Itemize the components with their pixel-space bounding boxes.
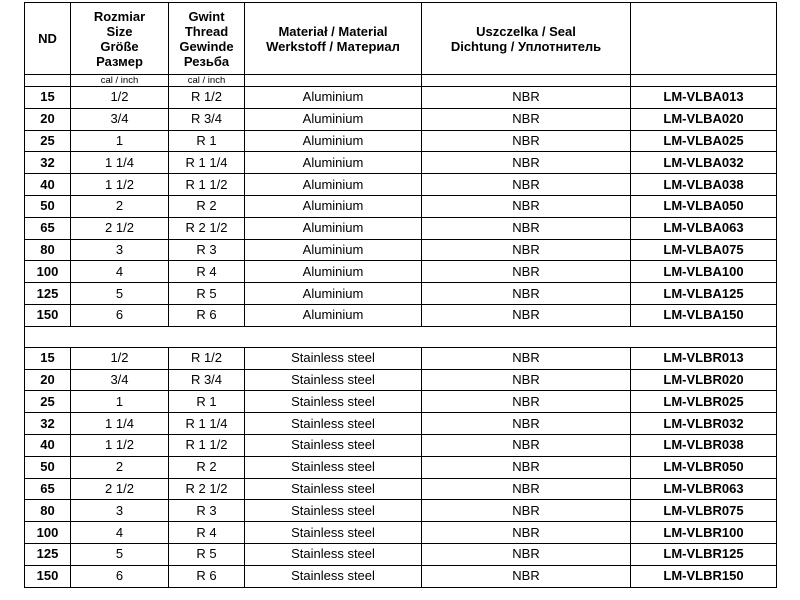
cell-thread: R 1 1/4	[169, 413, 245, 435]
table-row	[25, 413, 777, 435]
cell-material: Aluminium	[245, 239, 422, 261]
cell-seal: NBR	[422, 261, 631, 283]
cell-code: LM-VLBA125	[631, 283, 777, 305]
header-code	[631, 3, 777, 75]
cell-nd: 15	[25, 87, 71, 109]
cell-material: Stainless steel	[245, 500, 422, 522]
cell-code: LM-VLBA013	[631, 87, 777, 109]
cell-code: LM-VLBA063	[631, 217, 777, 239]
table-row	[25, 195, 777, 217]
cell-code: LM-VLBA020	[631, 108, 777, 130]
table-row	[25, 152, 777, 174]
cell-size: 1 1/2	[71, 174, 169, 196]
cell-seal: NBR	[422, 283, 631, 305]
cell-nd: 65	[25, 217, 71, 239]
cell-material: Stainless steel	[245, 434, 422, 456]
cell-nd: 50	[25, 456, 71, 478]
cell-code: LM-VLBR038	[631, 434, 777, 456]
cell-nd: 125	[25, 283, 71, 305]
cell-size: 3	[71, 500, 169, 522]
table-row	[25, 108, 777, 130]
cell-code: LM-VLBA025	[631, 130, 777, 152]
cell-size: 1 1/4	[71, 152, 169, 174]
cell-material: Aluminium	[245, 87, 422, 109]
cell-size: 2 1/2	[71, 217, 169, 239]
cell-seal: NBR	[422, 500, 631, 522]
cell-material: Stainless steel	[245, 522, 422, 544]
cell-size: 5	[71, 543, 169, 565]
cell-seal: NBR	[422, 543, 631, 565]
header-seal: Uszczelka / Seal Dichtung / Уплотнитель	[422, 3, 631, 75]
table-row	[25, 434, 777, 456]
cell-material: Aluminium	[245, 130, 422, 152]
table-header	[25, 3, 777, 87]
header-nd: ND	[25, 3, 71, 75]
cell-size: 1 1/4	[71, 413, 169, 435]
cell-size: 4	[71, 522, 169, 544]
table-row	[25, 391, 777, 413]
cell-nd: 100	[25, 261, 71, 283]
table-row	[25, 565, 777, 587]
cell-material: Aluminium	[245, 174, 422, 196]
cell-seal: NBR	[422, 108, 631, 130]
cell-material: Aluminium	[245, 304, 422, 326]
cell-thread: R 1	[169, 130, 245, 152]
cell-nd: 40	[25, 434, 71, 456]
cell-size: 6	[71, 565, 169, 587]
cell-thread: R 1	[169, 391, 245, 413]
cell-code: LM-VLBR150	[631, 565, 777, 587]
cell-code: LM-VLBR063	[631, 478, 777, 500]
unit-code	[631, 75, 777, 87]
cell-size: 4	[71, 261, 169, 283]
table-row	[25, 283, 777, 305]
cell-seal: NBR	[422, 130, 631, 152]
cell-thread: R 4	[169, 522, 245, 544]
header-material: Materiał / Material Werkstoff / Материал	[245, 3, 422, 75]
units-row	[25, 75, 777, 87]
cell-size: 5	[71, 283, 169, 305]
cell-code: LM-VLBA150	[631, 304, 777, 326]
cell-material: Stainless steel	[245, 565, 422, 587]
header-thread: Gwint Thread Gewinde Резьба	[169, 3, 245, 75]
cell-nd: 100	[25, 522, 71, 544]
cell-seal: NBR	[422, 304, 631, 326]
cell-thread: R 2 1/2	[169, 217, 245, 239]
cell-size: 2 1/2	[71, 478, 169, 500]
cell-seal: NBR	[422, 456, 631, 478]
cell-thread: R 1 1/2	[169, 434, 245, 456]
cell-seal: NBR	[422, 217, 631, 239]
table-row	[25, 239, 777, 261]
cell-seal: NBR	[422, 152, 631, 174]
table-row	[25, 217, 777, 239]
cell-material: Aluminium	[245, 217, 422, 239]
cell-thread: R 5	[169, 283, 245, 305]
cell-size: 3	[71, 239, 169, 261]
cell-thread: R 6	[169, 304, 245, 326]
cell-size: 1 1/2	[71, 434, 169, 456]
cell-nd: 150	[25, 304, 71, 326]
cell-thread: R 3/4	[169, 108, 245, 130]
table-row	[25, 478, 777, 500]
cell-code: LM-VLBA075	[631, 239, 777, 261]
cell-seal: NBR	[422, 195, 631, 217]
cell-material: Stainless steel	[245, 456, 422, 478]
cell-code: LM-VLBA032	[631, 152, 777, 174]
cell-nd: 150	[25, 565, 71, 587]
table-row	[25, 543, 777, 565]
cell-material: Aluminium	[245, 283, 422, 305]
table-row	[25, 347, 777, 369]
table-row	[25, 369, 777, 391]
cell-material: Stainless steel	[245, 478, 422, 500]
cell-thread: R 5	[169, 543, 245, 565]
cell-size: 3/4	[71, 369, 169, 391]
table-row	[25, 304, 777, 326]
table-row	[25, 130, 777, 152]
cell-thread: R 1/2	[169, 87, 245, 109]
cell-thread: R 2	[169, 456, 245, 478]
cell-seal: NBR	[422, 522, 631, 544]
table-row	[25, 456, 777, 478]
cell-code: LM-VLBR050	[631, 456, 777, 478]
cell-seal: NBR	[422, 239, 631, 261]
table-row	[25, 261, 777, 283]
cell-nd: 32	[25, 152, 71, 174]
unit-size: cal / inch	[71, 75, 169, 87]
cell-nd: 15	[25, 347, 71, 369]
cell-size: 1	[71, 391, 169, 413]
unit-material	[245, 75, 422, 87]
cell-material: Aluminium	[245, 152, 422, 174]
cell-seal: NBR	[422, 565, 631, 587]
cell-seal: NBR	[422, 391, 631, 413]
cell-code: LM-VLBA050	[631, 195, 777, 217]
cell-code: LM-VLBR032	[631, 413, 777, 435]
cell-nd: 25	[25, 130, 71, 152]
cell-thread: R 6	[169, 565, 245, 587]
cell-code: LM-VLBR075	[631, 500, 777, 522]
cell-material: Aluminium	[245, 195, 422, 217]
cell-nd: 20	[25, 369, 71, 391]
cell-seal: NBR	[422, 369, 631, 391]
cell-code: LM-VLBA038	[631, 174, 777, 196]
header-row	[25, 3, 777, 75]
cell-thread: R 4	[169, 261, 245, 283]
cell-thread: R 3	[169, 239, 245, 261]
cell-material: Stainless steel	[245, 413, 422, 435]
cell-seal: NBR	[422, 413, 631, 435]
group-separator-row	[25, 326, 777, 347]
unit-nd	[25, 75, 71, 87]
cell-nd: 125	[25, 543, 71, 565]
cell-nd: 32	[25, 413, 71, 435]
unit-seal	[422, 75, 631, 87]
cell-nd: 65	[25, 478, 71, 500]
cell-material: Aluminium	[245, 261, 422, 283]
cell-material: Stainless steel	[245, 543, 422, 565]
cell-size: 1/2	[71, 87, 169, 109]
cell-code: LM-VLBR100	[631, 522, 777, 544]
cell-material: Stainless steel	[245, 347, 422, 369]
cell-material: Aluminium	[245, 108, 422, 130]
cell-thread: R 1 1/2	[169, 174, 245, 196]
cell-nd: 25	[25, 391, 71, 413]
cell-thread: R 3/4	[169, 369, 245, 391]
cell-nd: 50	[25, 195, 71, 217]
cell-code: LM-VLBR013	[631, 347, 777, 369]
cell-code: LM-VLBR020	[631, 369, 777, 391]
table-row	[25, 87, 777, 109]
cell-nd: 20	[25, 108, 71, 130]
cell-material: Stainless steel	[245, 391, 422, 413]
cell-thread: R 1/2	[169, 347, 245, 369]
cell-code: LM-VLBR125	[631, 543, 777, 565]
group-separator-cell	[25, 326, 777, 347]
table-row	[25, 174, 777, 196]
cell-size: 1/2	[71, 347, 169, 369]
table-row	[25, 500, 777, 522]
cell-code: LM-VLBA100	[631, 261, 777, 283]
cell-material: Stainless steel	[245, 369, 422, 391]
cell-thread: R 3	[169, 500, 245, 522]
cell-nd: 80	[25, 239, 71, 261]
cell-seal: NBR	[422, 434, 631, 456]
table-body	[25, 87, 777, 588]
cell-thread: R 2	[169, 195, 245, 217]
cell-size: 6	[71, 304, 169, 326]
cell-seal: NBR	[422, 347, 631, 369]
cell-nd: 40	[25, 174, 71, 196]
product-spec-table	[24, 2, 777, 588]
cell-thread: R 2 1/2	[169, 478, 245, 500]
cell-seal: NBR	[422, 174, 631, 196]
cell-seal: NBR	[422, 478, 631, 500]
cell-thread: R 1 1/4	[169, 152, 245, 174]
cell-seal: NBR	[422, 87, 631, 109]
cell-size: 2	[71, 456, 169, 478]
table-row	[25, 522, 777, 544]
cell-code: LM-VLBR025	[631, 391, 777, 413]
cell-nd: 80	[25, 500, 71, 522]
header-size: Rozmiar Size Größe Размер	[71, 3, 169, 75]
unit-thread: cal / inch	[169, 75, 245, 87]
cell-size: 2	[71, 195, 169, 217]
cell-size: 1	[71, 130, 169, 152]
cell-size: 3/4	[71, 108, 169, 130]
